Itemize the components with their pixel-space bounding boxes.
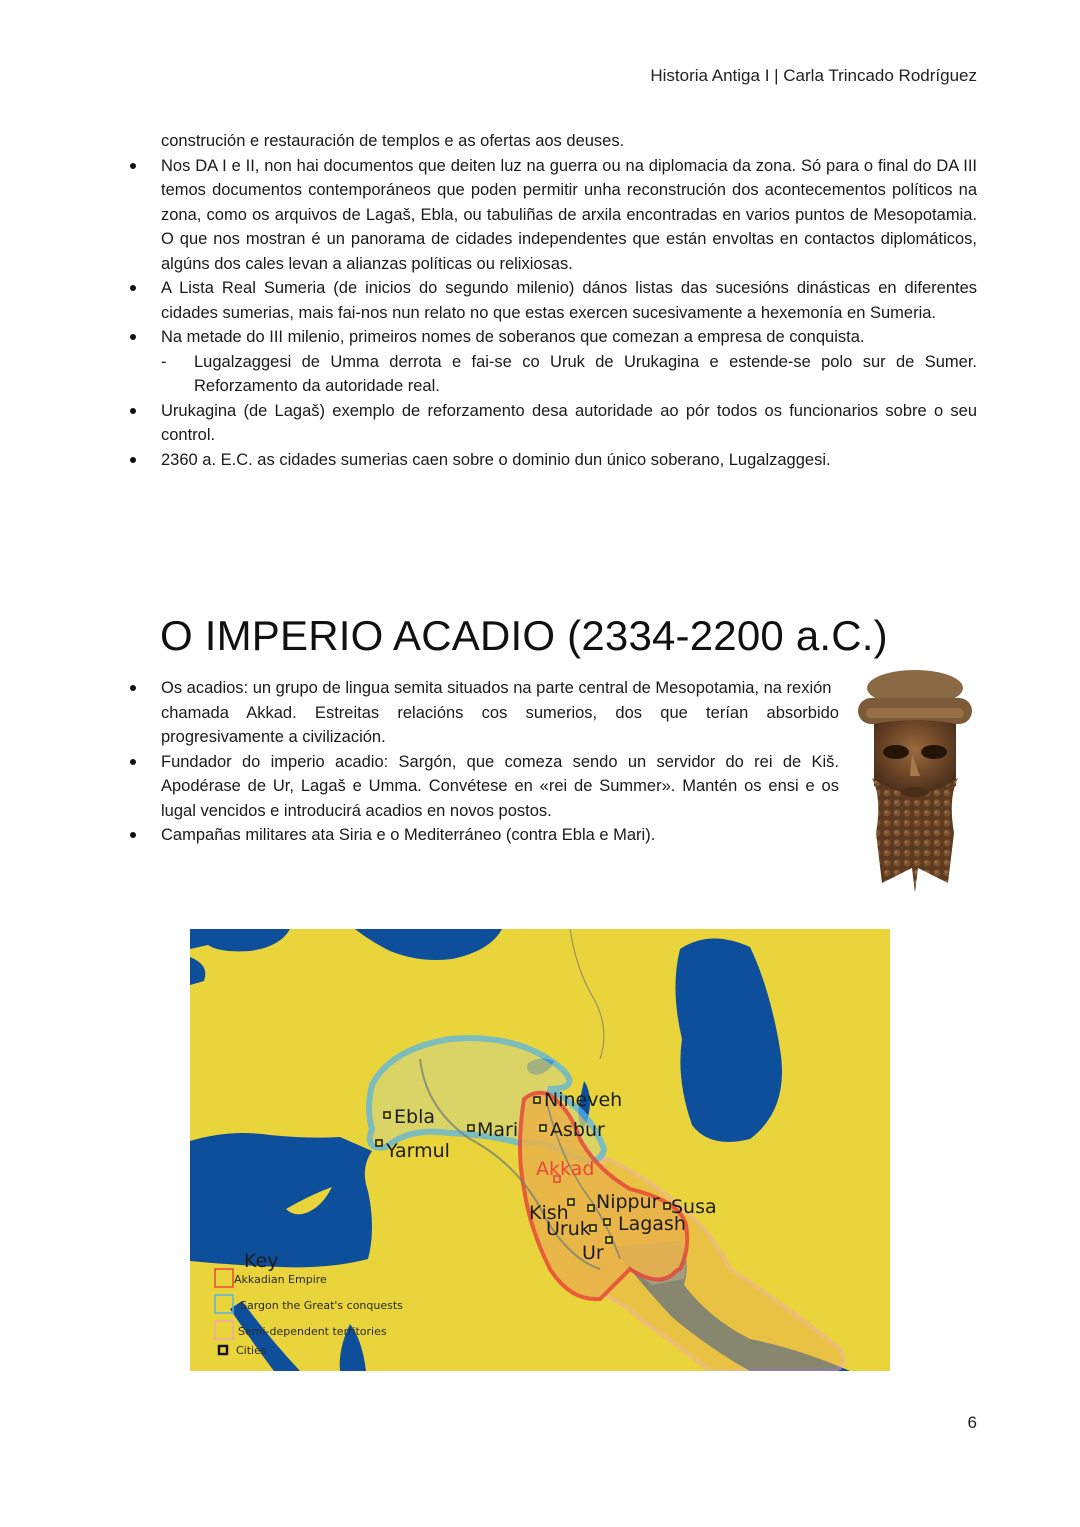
city-label: Susa [671, 1196, 717, 1218]
list-item: A Lista Real Sumeria (de inicios do segundo milenio) dános listas das sucesións dinásticas en diferentes cidades sumerias, mais fai-nos nun relato no que estas exercen sucesivamente a hexemonía en Sumeria. [161, 276, 977, 325]
sub-list-item [161, 350, 977, 399]
city-label: Uruk [546, 1218, 591, 1240]
sub-list-item-text: Lugalzaggesi de Umma derrota e fai-se co Uruk de Urukagina e estende-se polo sur de Sumer. Reforzamento da autoridade real. [194, 352, 977, 395]
dash-marker: - [161, 352, 167, 371]
legend-title: Key [244, 1250, 279, 1272]
city-label-capital: Akkad [536, 1158, 595, 1180]
city-label: Kish [529, 1202, 569, 1224]
section-akkadian-empire [161, 676, 839, 848]
city-label: Yarmul [386, 1140, 450, 1162]
page-header: Historia Antiga I | Carla Trincado Rodríguez [650, 66, 977, 85]
city-label: Ebla [394, 1106, 435, 1128]
map-canvas [190, 929, 890, 1371]
list-item-line: chamada Akkad. Estreitas relacións cos sumerios, dos que terían absorbido progresivamente a civilización. [161, 703, 839, 746]
city-label: Lagash [618, 1213, 686, 1235]
section-sumerian-politics [161, 129, 977, 472]
section-title: O IMPERIO ACADIO (2334-2200 a.C.) [160, 612, 888, 659]
sargon-bronze-head-image [852, 668, 978, 898]
city-label: Asbur [550, 1119, 605, 1141]
legend-label: Semi-dependent territories [238, 1325, 387, 1338]
city-label: Nippur [596, 1191, 660, 1213]
list-item: Campañas militares ata Siria e o Mediterráneo (contra Ebla e Mari). [161, 823, 839, 848]
legend-label: Cities [236, 1344, 267, 1357]
list-item-line: Os acadios: un grupo de lingua semita situados na parte central de Mesopotamia, na rexión [161, 679, 832, 697]
page-number: 6 [967, 1413, 977, 1432]
city-label: Nineveh [544, 1089, 623, 1111]
akkadian-empire-map [190, 929, 890, 1371]
list-item: Nos DA I e II, non hai documentos que deiten luz na guerra ou na diplomacia da zona. Só para o final do DA III temos documentos contemporáneos que poden permitir unha reconstrución dos acontecementos políticos na zona, como os arquivos de Lagaš, Ebla, ou tabuliñas de arxila encontradas en varios puntos de Mesopotamia. O que nos mostran é un panorama de cidades independentes que están envoltas en contactos diplomáticos, algúns dos cales levan a alianzas políticas ou relixiosas. [161, 154, 977, 277]
list-item [161, 325, 977, 399]
legend-label: Sargon the Great's conquests [240, 1299, 403, 1312]
list-item: Fundador do imperio acadio: Sargón, que comeza sendo un servidor do rei de Kiš. Apodérase de Ur, Lagaš e Umma. Convétese en «rei de Summer». Mantén os ensi e os lugal vencidos e introducirá acadios en novos postos. [161, 750, 839, 824]
city-label: Mari [477, 1119, 519, 1141]
city-label: Ur [582, 1242, 604, 1264]
legend-label: Akkadian Empire [234, 1273, 327, 1286]
list-item [161, 676, 839, 750]
legend-swatch-cities [219, 1346, 227, 1354]
list-item: 2360 a. E.C. as cidades sumerias caen sobre o dominio dun único soberano, Lugalzaggesi. [161, 448, 977, 473]
list-item: Urukagina (de Lagaš) exemplo de reforzamento desa autoridade ao pór todos os funcionarios sobre o seu control. [161, 399, 977, 448]
continuation-text: construción e restauración de templos e as ofertas aos deuses. [161, 132, 625, 150]
list-item-text: Na metade do III milenio, primeiros nomes de soberanos que comezan a empresa de conquista. [161, 328, 865, 346]
